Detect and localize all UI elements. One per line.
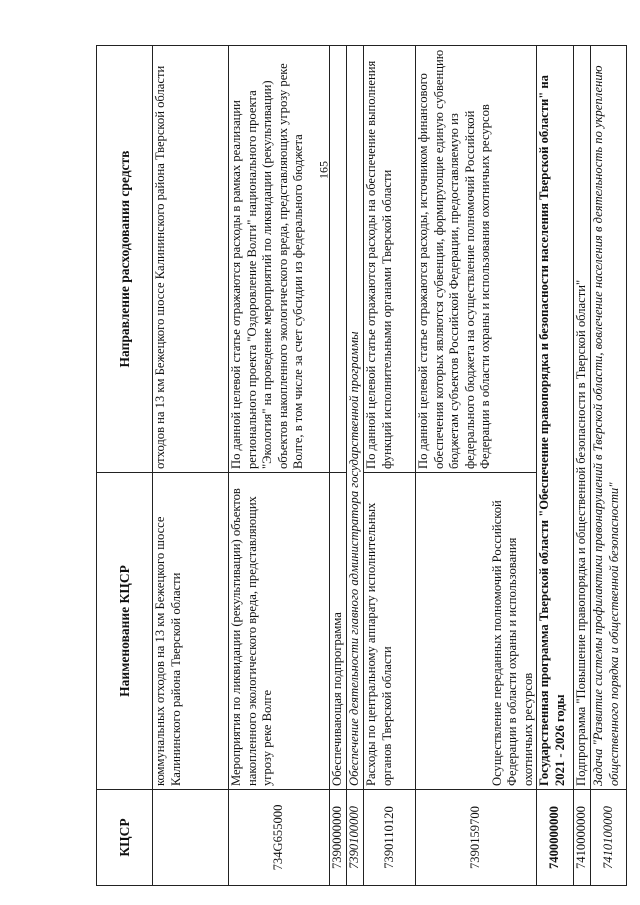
row-name: Обеспечение деятельности главного администратора государственной программы — [347, 46, 364, 790]
table-row — [364, 46, 416, 886]
table-row — [330, 46, 347, 886]
rotated-table-container — [96, 46, 627, 886]
row-code: 7390100000 — [347, 790, 364, 886]
row-code: 7400000000 — [537, 790, 574, 886]
row-name: Государственная программа Тверской области "Обеспечение правопорядка и безопасности населения Тверской области" на 2021 - 2026 годы — [537, 46, 574, 790]
row-direction: По данной целевой статье отражаются расходы на обеспечение выполнения функций исполнительными органами Тверской области — [364, 46, 416, 473]
row-name: Обеспечивающая подпрограмма — [330, 473, 347, 790]
table-header-row — [97, 46, 153, 886]
row-name: Задача "Развитие системы профилактики правонарушений в Тверской области, вовлечение населения в деятельность по укреплению общественного порядка и общественной безопасности" — [591, 46, 627, 790]
row-direction: По данной целевой статье отражаются расходы, источником финансового обеспечения которых являются субвенции, формирующие единую субвенцию бюджетам субъектов Российской Федерации, предоставляемую из федерального бюджета на осуществление полномочий Российской Федерации в области охраны и использования охотничьих ресурсов — [416, 46, 537, 473]
row-code: 7390000000 — [330, 790, 347, 886]
row-direction: отходов на 13 км Бежецкого шоссе Калининского района Тверской области — [153, 46, 229, 473]
table-row — [591, 46, 627, 886]
header-code: КЦСР — [97, 790, 153, 886]
row-code — [153, 790, 229, 886]
row-code: 7390110120 — [364, 790, 416, 886]
row-code: 7410100000 — [591, 790, 627, 886]
table-row — [537, 46, 574, 886]
table-row — [153, 46, 229, 886]
row-name: Мероприятия по ликвидации (рекультивации) объектов накопленного экологического вреда, представляющих угрозу реке Волге — [229, 473, 330, 790]
row-direction: По данной целевой статье отражаются расходы в рамках реализации регионального проекта "Оздоровление Волги" национального проекта "Экология" на проведение мероприятий по ликвидации (рекультивации) объектов накопленного экологического вреда, представляющих угрозу реке Волге, в том числе за счет субсидии из федерального бюджета — [229, 46, 330, 473]
budget-classification-table — [96, 45, 627, 886]
header-name: Наименование КЦСР — [97, 473, 153, 790]
row-code: 7410000000 — [574, 790, 591, 886]
row-code: 734G655000 — [229, 790, 330, 886]
table-row — [347, 46, 364, 886]
row-direction — [330, 46, 347, 473]
table-row — [574, 46, 591, 886]
row-name: Подпрограмма "Повышение правопорядка и общественной безопасности в Тверской области" — [574, 46, 591, 790]
page-number: 165 — [316, 161, 331, 179]
row-name: Расходы по центральному аппарату исполнительных органов Тверской области — [364, 473, 416, 790]
header-direction: Направление расходования средств — [97, 46, 153, 473]
row-name: Осуществление переданных полномочий Российской Федерации в области охраны и использования охотничьих ресурсов — [416, 473, 537, 790]
table-row — [416, 46, 537, 886]
row-code: 7390159700 — [416, 790, 537, 886]
table-row — [229, 46, 330, 886]
row-name: коммунальных отходов на 13 км Бежецкого шоссе Калининского района Тверской области — [153, 473, 229, 790]
